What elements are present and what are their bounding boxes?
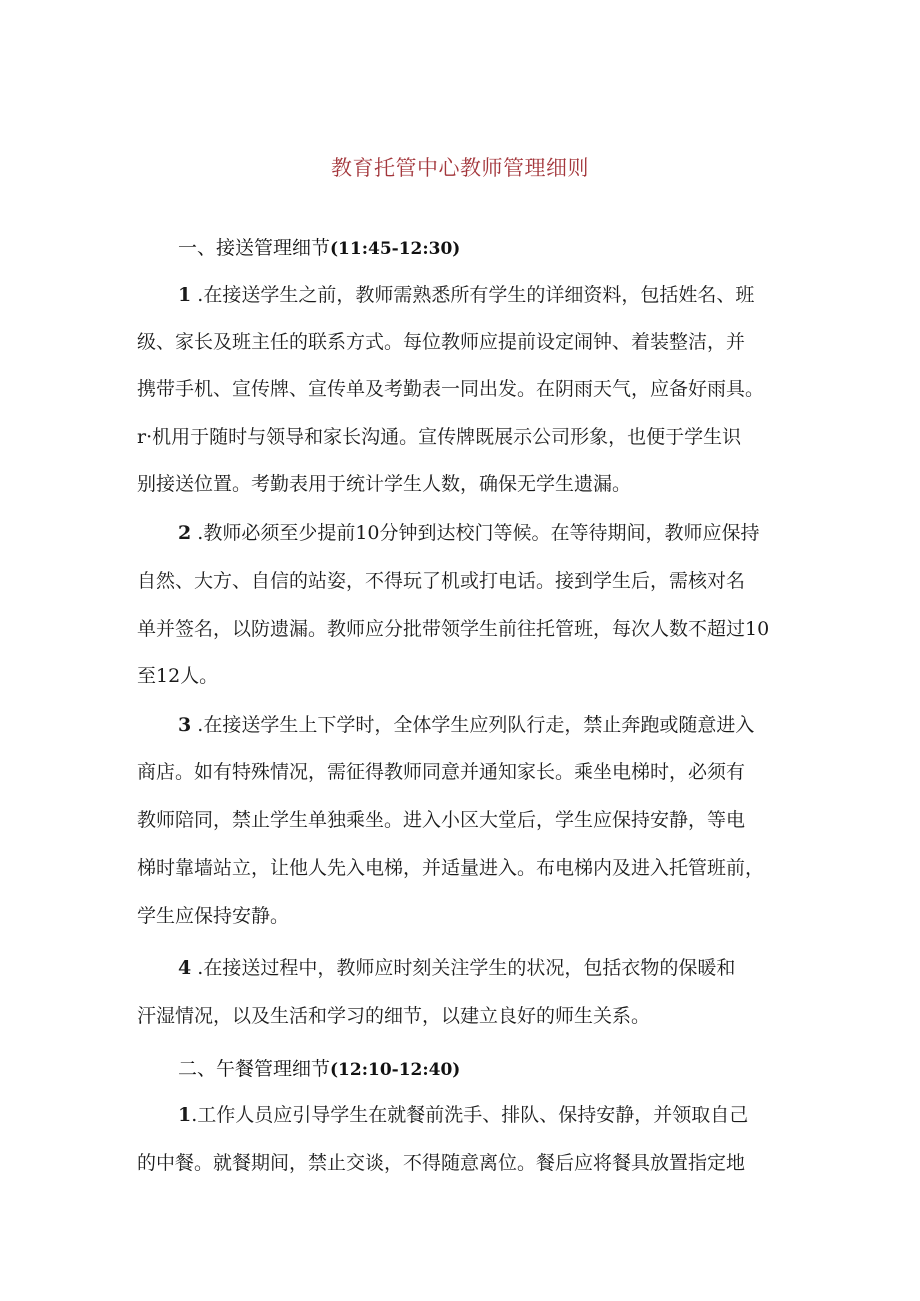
- paragraph-line: [178, 956, 735, 980]
- section-heading-text: 二、午餐管理细节: [178, 1058, 331, 1080]
- paragraph-line: 梯时靠墙站立，让他人先入电梯，并适量进入。布电梯内及进入托管班前，: [137, 857, 765, 879]
- paragraph-line: 别接送位置。考勤表用于统计学生人数，确保无学生遗漏。: [137, 473, 632, 495]
- paragraph-line: 至12人。: [137, 665, 219, 687]
- paragraph-line: 汗湿情况，以及生活和学习的细节，以建立良好的师生关系。: [137, 1005, 651, 1027]
- paragraph-text: .在接送学生之前，教师需熟悉所有学生的详细资料，包括姓名、班: [191, 284, 755, 306]
- paragraph-line: [178, 283, 754, 307]
- paragraph-number: 1: [178, 284, 192, 306]
- paragraph-text: .在接送过程中，教师应时刻关注学生的状况，包括衣物的保暖和: [191, 957, 736, 979]
- paragraph-line: 携带手机、宣传牌、宣传单及考勤表一同出发。在阴雨天气，应备好雨具。: [137, 378, 765, 400]
- paragraph-number: 3: [178, 714, 192, 736]
- paragraph-number: 2: [178, 522, 192, 544]
- paragraph-number: 1: [178, 1104, 192, 1126]
- paragraph-line: [178, 1103, 748, 1127]
- section-heading-time: (11:45-12:30): [330, 239, 461, 259]
- paragraph-line: [178, 713, 754, 737]
- paragraph-line: r·机用于随时与领导和家长沟通。宣传牌既展示公司形象，也便于学生识: [137, 426, 742, 448]
- paragraph-number: 4: [178, 957, 192, 979]
- paragraph-text: .工作人员应引导学生在就餐前洗手、排队、保持安静，并领取自己: [191, 1104, 749, 1126]
- section-heading-1: [178, 233, 460, 260]
- paragraph-line: 级、家长及班主任的联系方式。每位教师应提前设定闹钟、着装整洁，并: [137, 331, 746, 353]
- paragraph-line: 学生应保持安静。: [137, 905, 290, 927]
- paragraph-line: 自然、大方、自信的站姿，不得玩了机或打电话。接到学生后，需核对名: [137, 570, 746, 592]
- paragraph-line: 商店。如有特殊情况，需征得教师同意并通知家长。乘坐电梯时，必须有: [137, 761, 746, 783]
- document-title: 教育托管中心教师管理细则: [331, 156, 589, 180]
- paragraph-text: .教师必须至少提前10分钟到达校门等候。在等待期间，教师应保持: [191, 522, 760, 544]
- paragraph-line: 单并签名，以防遗漏。教师应分批带领学生前往托管班，每次人数不超过10: [137, 618, 770, 640]
- paragraph-text: .在接送学生上下学时，全体学生应列队行走，禁止奔跑或随意进入: [191, 714, 755, 736]
- section-heading-time: (12:10-12:40): [330, 1060, 461, 1080]
- paragraph-line: [178, 521, 760, 545]
- section-heading-2: [178, 1054, 460, 1081]
- paragraph-line: 教师陪同，禁止学生单独乘坐。进入小区大堂后，学生应保持安静，等电: [137, 809, 746, 831]
- paragraph-line: 的中餐。就餐期间，禁止交谈，不得随意离位。餐后应将餐具放置指定地: [137, 1152, 746, 1174]
- section-heading-text: 一、接送管理细节: [178, 237, 331, 259]
